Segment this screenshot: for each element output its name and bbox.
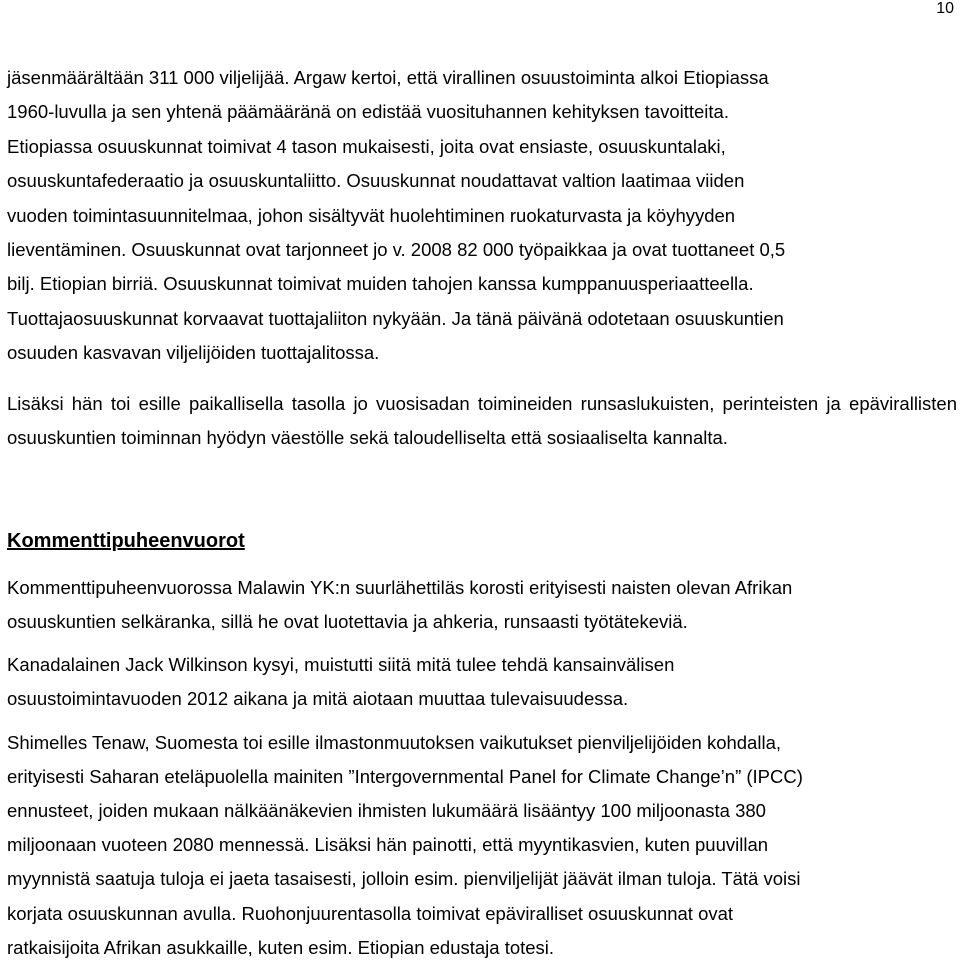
- paragraph-malawi-comment: [7, 571, 957, 639]
- text-line: Tuottajaosuuskunnat korvaavat tuottajaliiton nykyään. Ja tänä päivänä odotetaan osuuskuntien: [7, 307, 784, 329]
- text-line: myynnistä saatuja tuloja ei jaeta tasaisesti, jolloin esim. pienviljelijät jäävät ilman tuloja. Tätä voisi: [7, 868, 801, 890]
- paragraph-wilkinson-comment: [7, 648, 957, 716]
- paragraph-tenaw-comment: [7, 726, 957, 965]
- text-line: Shimelles Tenaw, Suomesta toi esille ilmastonmuutoksen vaikutukset pienviljelijöiden kohdalla,: [7, 731, 781, 753]
- text-line: vuoden toimintasuunnitelmaa, johon sisältyvät huolehtiminen ruokaturvasta ja köyhyyden: [7, 204, 736, 226]
- section-heading: Kommenttipuheenvuorot: [7, 529, 245, 552]
- text-line: epävirallisten osuuskuntien toiminnan hyödyn väestölle sekä taloudelliselta että sosiaaliselta: [7, 392, 958, 449]
- text-line: Kanadalainen Jack Wilkinson kysyi, muistutti siitä mitä tulee tehdä kansainvälisen: [7, 654, 675, 676]
- page-number: 10: [936, 0, 954, 17]
- paragraph-ethiopia-cooperatives: [7, 61, 957, 371]
- paragraph-informal-cooperatives: [7, 387, 957, 456]
- text-line: osuuden kasvavan viljelijöiden tuottajalitossa.: [7, 342, 380, 364]
- text-line: osuustoimintavuoden 2012 aikana ja mitä aiotaan muuttaa tulevaisuudessa.: [7, 688, 629, 710]
- text-line: erityisesti Saharan eteläpuolella mainiten ”Intergovernmental Panel for Climate Change’n” (IPCC): [7, 765, 803, 787]
- text-line: Kommenttipuheenvuorossa Malawin YK:n suurlähettiläs korosti erityisesti naisten olevan Afrikan: [7, 576, 793, 598]
- text-line: jäsenmäärältään 311 000 viljelijää. Argaw kertoi, että virallinen osuustoiminta alkoi Etiopiassa: [7, 67, 769, 88]
- text-line: 1960-luvulla ja sen yhtenä päämääränä on edistää vuosituhannen kehityksen tavoitteita.: [7, 101, 729, 123]
- text-line: osuuskuntafederaatio ja osuuskuntaliitto. Osuuskunnat noudattavat valtion laatimaa viiden: [7, 170, 745, 192]
- text-line: osuuskuntien selkäranka, sillä he ovat luotettavia ja ahkeria, runsaasti työtätekeviä.: [7, 611, 688, 633]
- text-line: Etiopiassa osuuskunnat toimivat 4 tason mukaisesti, joita ovat ensiaste, osuuskuntalaki,: [7, 135, 726, 157]
- document-body: [7, 61, 957, 965]
- text-line: ratkaisijoita Afrikan asukkaille, kuten esim. Etiopian edustaja totesi.: [7, 936, 555, 958]
- text-line: bilj. Etiopian birriä. Osuuskunnat toimivat muiden tahojen kanssa kumppanuusperiaatteella.: [7, 273, 754, 295]
- text-line: miljoonaan vuoteen 2080 mennessä. Lisäksi hän painotti, että myyntikasvien, kuten puuvillan: [7, 834, 769, 856]
- text-line: Lisäksi hän toi esille paikallisella tasolla jo vuosisadan toimineiden runsaslukuisten, perinteisten ja: [7, 392, 841, 414]
- text-line: lieventäminen. Osuuskunnat ovat tarjonneet jo v. 2008 82 000 työpaikkaa ja ovat tuottaneet 0,5: [7, 239, 786, 261]
- text-line: korjata osuuskunnan avulla. Ruohonjuurentasolla toimivat epäviralliset osuuskunnat ovat: [7, 902, 734, 924]
- text-line: kannalta.: [652, 427, 728, 449]
- text-line: ennusteet, joiden mukaan nälkäänäkevien ihmisten lukumäärä lisääntyy 100 miljoonasta 380: [7, 800, 766, 822]
